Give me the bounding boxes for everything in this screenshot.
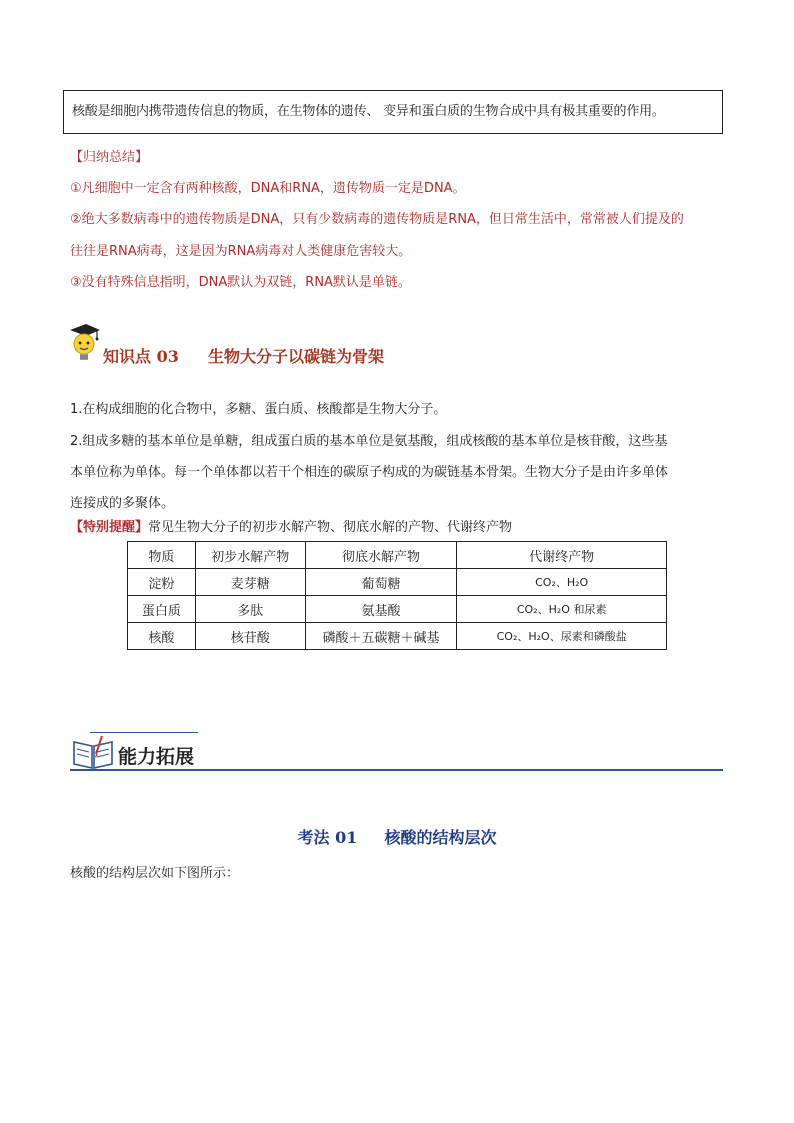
reminder-text: 常见生物大分子的初步水解产物、彻底水解的产物、代谢终产物 xyxy=(148,520,513,535)
table-cell: 氨基酸 xyxy=(305,596,457,623)
table-row xyxy=(128,596,667,623)
table-cell: 核苷酸 xyxy=(195,623,305,650)
method-label: 考法 xyxy=(297,828,330,847)
kp-heading: 生物大分子以碳链为骨架 xyxy=(208,347,385,366)
table-header-row xyxy=(128,542,667,569)
reminder-line xyxy=(70,516,512,535)
table-cell: 淀粉 xyxy=(128,569,196,596)
method-number: 01 xyxy=(335,828,358,847)
table-cell: CO₂、H₂O 和尿素 xyxy=(457,596,667,623)
table-cell: CO₂、H₂O、尿素和磷酸盐 xyxy=(457,623,667,650)
table-cell: 多肽 xyxy=(195,596,305,623)
point-2-cont-1: 本单位称为单体。每一个单体都以若干个相连的碳原子构成的为碳链基本骨架。生物大分子是由许多单体 xyxy=(70,465,669,480)
ability-top-rule xyxy=(90,732,198,733)
table-cell: CO₂、H₂O xyxy=(457,569,667,596)
table-cell: 磷酸＋五碳糖＋碱基 xyxy=(305,623,457,650)
table-header: 彻底水解产物 xyxy=(305,542,457,569)
point-1: 1.在构成细胞的化合物中，多糖、蛋白质、核酸都是生物大分子。 xyxy=(70,402,447,417)
table-row xyxy=(128,569,667,596)
open-book-icon xyxy=(72,734,114,770)
knowledge-point-title xyxy=(103,344,384,367)
table-cell: 蛋白质 xyxy=(128,596,196,623)
table-cell: 葡萄糖 xyxy=(305,569,457,596)
ability-title: 能力拓展 xyxy=(118,746,195,768)
table-header: 代谢终产物 xyxy=(457,542,667,569)
summary-item-3: ③没有特殊信息指明，DNA默认为双链，RNA默认是单链。 xyxy=(70,275,411,290)
summary-item-1: ①凡细胞中一定含有两种核酸，DNA和RNA，遗传物质一定是DNA。 xyxy=(70,181,466,196)
table-header: 初步水解产物 xyxy=(195,542,305,569)
lightbulb-icon xyxy=(66,322,102,366)
kp-label: 知识点 xyxy=(103,347,152,366)
intro-text: 核酸是细胞内携带遗传信息的物质，在生物体的遗传、 变异和蛋白质的生物合成中具有极其重要的作用。 xyxy=(72,104,665,119)
table-cell: 麦芽糖 xyxy=(195,569,305,596)
reminder-tag: 【特别提醒】 xyxy=(70,520,149,535)
point-2: 2.组成多糖的基本单位是单糖，组成蛋白质的基本单位是氨基酸，组成核酸的基本单位是核苷酸，这些基 xyxy=(70,434,668,449)
intro-box xyxy=(63,90,723,134)
method-heading: 核酸的结构层次 xyxy=(384,828,497,847)
kp-number: 03 xyxy=(156,347,179,366)
macromolecule-table xyxy=(127,541,667,650)
summary-item-2: ②绝大多数病毒中的遗传物质是DNA，只有少数病毒的遗传物质是RNA，但日常生活中，常常被人们提及的 xyxy=(70,212,684,227)
method-title xyxy=(0,825,794,848)
table-cell: 核酸 xyxy=(128,623,196,650)
table-row xyxy=(128,623,667,650)
ability-rule xyxy=(70,769,723,771)
method-text: 核酸的结构层次如下图所示： xyxy=(70,866,240,881)
summary-heading: 【归纳总结】 xyxy=(70,150,149,165)
point-2-cont-2: 连接成的多聚体。 xyxy=(70,496,175,511)
summary-item-2-cont: 往往是RNA病毒，这是因为RNA病毒对人类健康危害较大。 xyxy=(70,244,412,259)
table-header: 物质 xyxy=(128,542,196,569)
